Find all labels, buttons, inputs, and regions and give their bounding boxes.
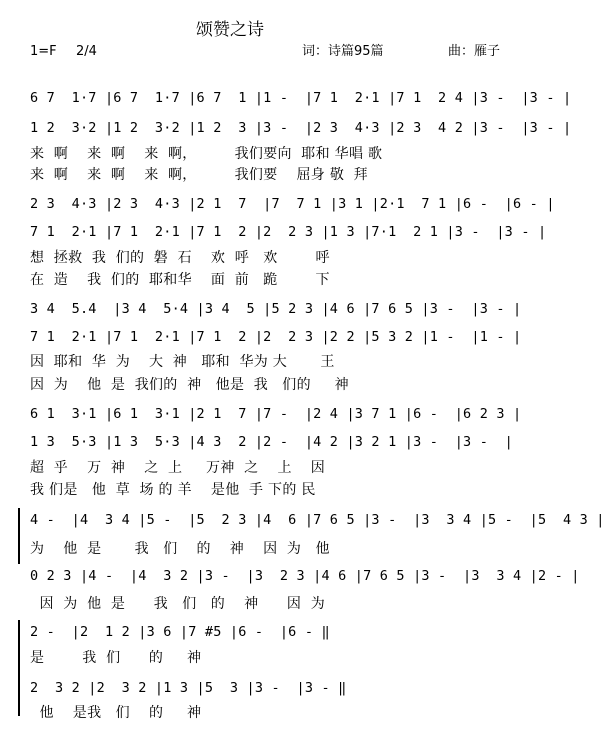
- notation-line-lower: 7 1 2·1 |7 1 2·1 |7 1 2 |2 2 3 |2 2 |5 3 2 |1 - |1 - |: [30, 329, 522, 345]
- key-signature: 1=F: [30, 44, 57, 59]
- notation-line-upper: 2 3 2 |2 3 2 |1 3 |5 3 |3 - |3 - ‖: [30, 680, 347, 696]
- composer-credit: 曲：雁子: [448, 44, 501, 59]
- notation-line-lower: 7 1 2·1 |7 1 2·1 |7 1 2 |2 2 3 |1 3 |7·1 2 1 |3 - |3 - |: [30, 224, 547, 240]
- lyric-line: 来 啊 来 啊 来 啊， 我们要 屈身 敬 拜: [30, 167, 368, 183]
- lyric-line: 超 乎 万 神 之 上 万神 之 上 因: [30, 460, 326, 476]
- notation-line-upper: 6 7 1·7 |6 7 1·7 |6 7 1 |1 - |7 1 2·1 |7 1 2 4 |3 - |3 - |: [30, 90, 572, 106]
- lyric-line: 想 拯救 我 们的 磐 石 欢 呼 欢 呼: [30, 250, 330, 266]
- lyric-line: 来 啊 来 啊 来 啊， 我们要向 耶和 华唱 歌: [30, 146, 383, 162]
- song-title: 颂赞之诗: [196, 20, 264, 40]
- notation-line-upper: 2 3 4·3 |2 3 4·3 |2 1 7 |7 7 1 |3 1 |2·1 7 1 |6 - |6 - |: [30, 196, 555, 212]
- system-barline: [18, 508, 20, 564]
- lyric-line: 是 我 们 的 神: [30, 650, 202, 666]
- system-barline: [18, 620, 20, 716]
- lyric-line: 因 耶和 华 为 大 神 耶和 华为 大 王: [30, 354, 335, 370]
- lyric-line: 为 他 是 我 们 的 神 因 为 他: [30, 541, 330, 557]
- lyric-line: 因 为 他 是 我 们 的 神 因 为: [30, 596, 326, 612]
- lyric-line: 他 是我 们 的 神: [30, 705, 202, 721]
- lyric-line: 因 为 他 是 我们的 神 他是 我 们的 神: [30, 377, 349, 393]
- lyricist-credit: 词：诗篇95篇: [302, 44, 384, 59]
- notation-line-upper: 3 4 5.4 |3 4 5·4 |3 4 5 |5 2 3 |4 6 |7 6 5 |3 - |3 - |: [30, 301, 522, 317]
- lyric-line: 我 们是 他 草 场 的 羊 是他 手 下的 民: [30, 482, 316, 498]
- notation-line-upper: 6 1 3·1 |6 1 3·1 |2 1 7 |7 - |2 4 |3 7 1 |6 - |6 2 3 |: [30, 406, 522, 422]
- notation-line-upper: 4 - |4 3 4 |5 - |5 2 3 |4 6 |7 6 5 |3 - |3 3 4 |5 - |5 4 3 |: [30, 512, 605, 528]
- notation-line-upper: 0 2 3 |4 - |4 3 2 |3 - |3 2 3 |4 6 |7 6 5 |3 - |3 3 4 |2 - |: [30, 568, 580, 584]
- time-signature: 2/4: [76, 44, 97, 59]
- notation-line-lower: 1 3 5·3 |1 3 5·3 |4 3 2 |2 - |4 2 |3 2 1 |3 - |3 - |: [30, 434, 514, 450]
- notation-line-upper: 2 - |2 1 2 |3 6 |7 #5 |6 - |6 - ‖: [30, 624, 330, 640]
- lyric-line: 在 造 我 们的 耶和华 面 前 跪 下: [30, 272, 330, 288]
- notation-line-lower: 1 2 3·2 |1 2 3·2 |1 2 3 |3 - |2 3 4·3 |2 3 4 2 |3 - |3 - |: [30, 120, 572, 136]
